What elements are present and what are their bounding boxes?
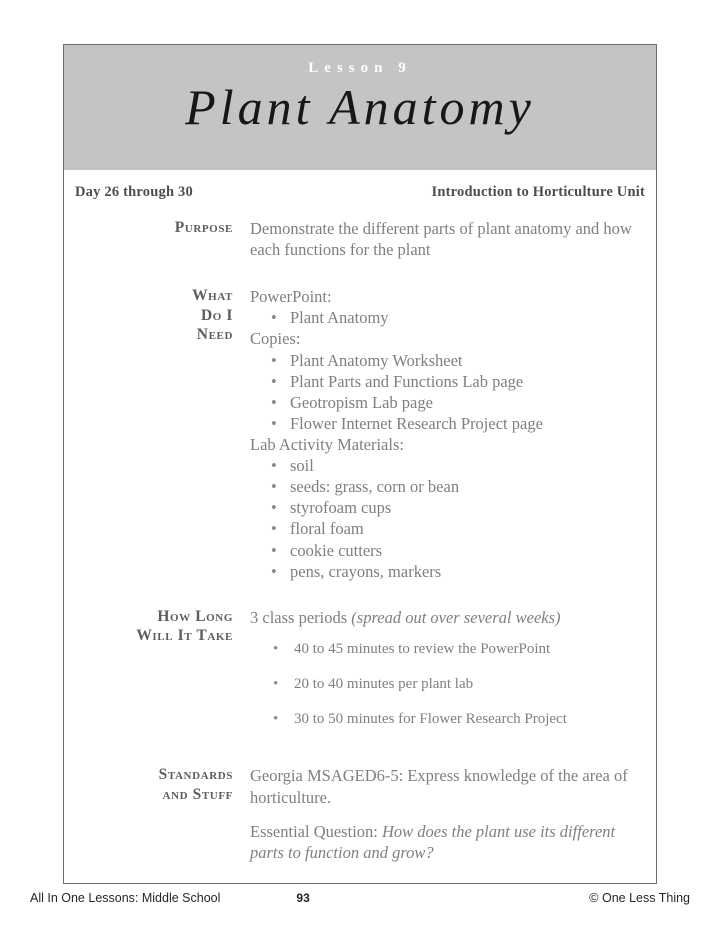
group-heading: Copies: (250, 329, 301, 349)
list-item (250, 518, 645, 539)
list-item (250, 392, 645, 413)
label-line-1: Standards (158, 766, 233, 784)
lesson-number: Lesson 9 (308, 60, 412, 76)
bullet-icon: • (271, 498, 277, 518)
bullet-icon: • (273, 711, 279, 728)
purpose-text: Demonstrate the different parts of plant anatomy and how each functions for the plant (250, 219, 632, 260)
section-body-how-long (250, 607, 645, 746)
list-item-label: floral foam (290, 519, 364, 539)
list-item (250, 497, 645, 518)
group-heading: Lab Activity Materials: (250, 434, 404, 454)
list-item-label: Plant Anatomy (290, 308, 389, 328)
list-item (250, 561, 645, 582)
list-item (250, 350, 645, 371)
list-item-label: 40 to 45 minutes to review the PowerPoint (294, 640, 551, 657)
list-item (250, 307, 645, 328)
page-footer (30, 888, 690, 908)
label-line-1: What (192, 287, 233, 305)
list-item-label: 30 to 50 minutes for Flower Research Project (294, 711, 567, 728)
list-item (250, 371, 645, 392)
footer-right-text: © One Less Thing (589, 891, 690, 905)
list-item-label: Plant Anatomy Worksheet (290, 350, 463, 370)
group-list (250, 350, 645, 434)
essential-question-label: Essential Question: (250, 821, 382, 841)
bullet-icon: • (271, 561, 277, 581)
how-long-list (250, 640, 645, 730)
unit-name: Introduction to Horticulture Unit (431, 184, 645, 200)
label-line-2: Will It Take (136, 627, 233, 645)
bullet-icon: • (271, 308, 277, 328)
list-item-label: pens, crayons, markers (290, 561, 442, 581)
section-body-what-do-i-need (250, 286, 645, 582)
label-line-2: and Stuff (162, 785, 233, 803)
how-long-lead (250, 607, 645, 628)
section-label-standards (75, 765, 250, 804)
day-unit-row (64, 170, 656, 201)
section-label-what-do-i-need (75, 286, 250, 344)
how-long-lead-italic: (spread out over several weeks) (351, 607, 561, 627)
essential-question-text: How does the plant use its different parts to function and grow? (250, 821, 616, 862)
list-item (250, 640, 645, 659)
lesson-masthead (64, 45, 656, 170)
group-list (250, 307, 645, 328)
list-item (250, 455, 645, 476)
list-item-label: 20 to 40 minutes per plant lab (294, 676, 474, 693)
lesson-sections (64, 218, 656, 863)
bullet-icon: • (271, 350, 277, 370)
group-heading: PowerPoint: (250, 287, 332, 307)
group-list (250, 455, 645, 582)
list-item (250, 476, 645, 497)
list-item-label: styrofoam cups (290, 498, 392, 518)
section-standards-and-stuff (75, 765, 645, 862)
list-item (250, 710, 645, 729)
list-item-label: Plant Parts and Functions Lab page (290, 371, 524, 391)
lesson-frame (63, 44, 657, 884)
bullet-icon: • (273, 676, 279, 693)
label-line-1: How Long (157, 607, 233, 625)
list-item-label: Flower Internet Research Project page (290, 413, 543, 433)
list-item (250, 675, 645, 694)
bullet-icon: • (271, 456, 277, 476)
day-range: Day 26 through 30 (75, 184, 193, 200)
essential-question (250, 821, 645, 863)
section-body-standards (250, 765, 645, 862)
section-label-purpose: Purpose (174, 219, 233, 236)
bullet-icon: • (271, 392, 277, 412)
bullet-icon: • (271, 540, 277, 560)
section-what-do-i-need (75, 286, 645, 582)
bullet-icon: • (271, 413, 277, 433)
list-item (250, 540, 645, 561)
section-body-purpose (250, 218, 645, 260)
list-item-label: soil (290, 456, 314, 476)
label-line-2: Do I (200, 306, 233, 324)
list-item-label: cookie cutters (290, 540, 383, 560)
label-line-3: Need (196, 325, 233, 343)
section-how-long-will-it-take (75, 607, 645, 746)
section-purpose (75, 218, 645, 260)
bullet-icon: • (271, 519, 277, 539)
footer-page-number: 93 (296, 891, 310, 905)
footer-left-text: All In One Lessons: Middle School (30, 891, 221, 905)
bullet-icon: • (271, 371, 277, 391)
section-label-how-long (75, 607, 250, 646)
bullet-icon: • (271, 477, 277, 497)
list-item (250, 413, 645, 434)
how-long-lead-plain: 3 class periods (250, 607, 352, 627)
list-item-label: Geotropism Lab page (290, 392, 433, 412)
bullet-icon: • (273, 640, 279, 657)
standard-text: Georgia MSAGED6-5: Express knowledge of the area of horticulture. (250, 766, 628, 807)
lesson-title: Plant Anatomy (185, 79, 535, 135)
list-item-label: seeds: grass, corn or bean (290, 477, 460, 497)
